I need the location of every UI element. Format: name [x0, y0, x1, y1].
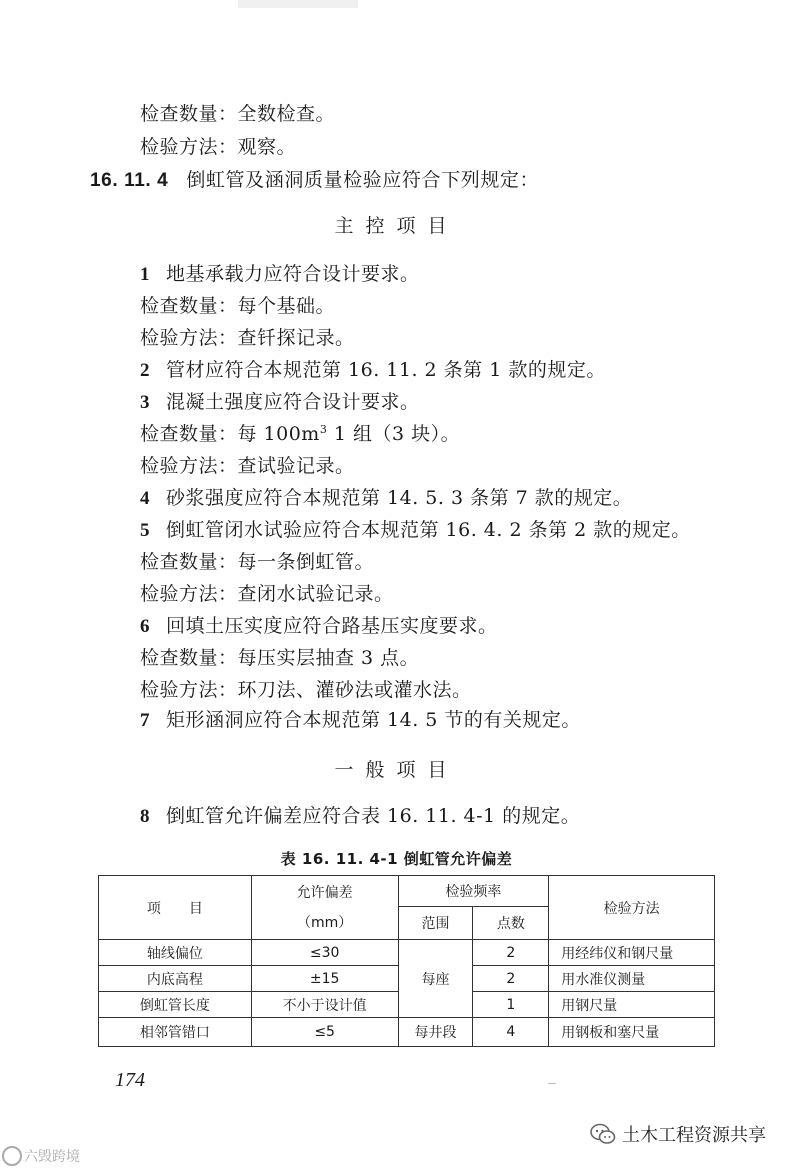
- cell-tolerance: ±15: [251, 966, 398, 992]
- watermark-right-text: 土木工程资源共享: [622, 1125, 766, 1146]
- item-number: 2: [140, 360, 150, 381]
- item-7: [140, 708, 581, 733]
- header-range: 范围: [398, 907, 473, 940]
- header-frequency: 检验频率: [398, 876, 549, 907]
- item-text: 砂浆强度应符合本规范第 14. 5. 3 条第 7 款的规定。: [166, 487, 633, 509]
- cell-points: 2: [473, 966, 549, 992]
- header-tolerance: [251, 876, 398, 940]
- item-number: 3: [140, 392, 150, 413]
- item-number: 8: [140, 806, 150, 827]
- table-caption: 表 16. 11. 4-1 倒虹管允许偏差: [280, 850, 513, 868]
- quantity-text-tail: 1 组（3 块）。: [327, 423, 461, 445]
- header-points: 点数: [473, 907, 549, 940]
- item-5-quantity: 检查数量：每一条倒虹管。: [140, 551, 375, 573]
- general-items-title: 一般项目: [334, 759, 459, 781]
- item-1-method: 检验方法：查钎探记录。: [140, 327, 355, 349]
- cell-item: 内底高程: [99, 966, 252, 992]
- watermark-circle-icon: [2, 1146, 22, 1166]
- cell-points: 4: [473, 1018, 549, 1047]
- page-number: 174: [115, 1069, 145, 1091]
- item-6: [140, 614, 498, 639]
- item-6-quantity: 检查数量：每压实层抽查 3 点。: [140, 647, 420, 669]
- cell-tolerance: 不小于设计值: [251, 992, 398, 1018]
- item-3: [140, 390, 420, 415]
- quantity-text: 检查数量：每 100m: [140, 423, 320, 445]
- scan-mark: [548, 1083, 556, 1084]
- cell-method: 用钢板和塞尺量: [549, 1018, 715, 1047]
- cell-item: 倒虹管长度: [99, 992, 252, 1018]
- watermark-left: [2, 1146, 80, 1166]
- item-2: [140, 358, 606, 383]
- item-text: 倒虹管闭水试验应符合本规范第 16. 4. 2 条第 2 款的规定。: [166, 519, 691, 541]
- item-5: [140, 518, 691, 543]
- item-number: 7: [140, 710, 150, 731]
- clause-number: 16. 11. 4: [90, 170, 169, 191]
- inspection-method-line: 检验方法：观察。: [140, 136, 297, 158]
- item-4: [140, 486, 632, 511]
- item-text: 矩形涵洞应符合本规范第 14. 5 节的有关规定。: [166, 709, 581, 731]
- item-number: 1: [140, 264, 150, 285]
- item-text: 混凝土强度应符合设计要求。: [166, 391, 420, 413]
- item-6-method: 检验方法：环刀法、灌砂法或灌水法。: [140, 679, 472, 701]
- header-method: 检验方法: [549, 876, 715, 940]
- cell-method: 用钢尺量: [549, 992, 715, 1018]
- item-3-quantity: [140, 422, 460, 446]
- item-text: 管材应符合本规范第 16. 11. 2 条第 1 款的规定。: [166, 359, 606, 381]
- clause-heading: [90, 168, 539, 193]
- header-item: 项 目: [99, 876, 252, 940]
- cell-range: 每井段: [398, 1018, 473, 1047]
- header-tolerance-unit: （mm）: [297, 914, 353, 931]
- cell-tolerance: ≤5: [251, 1018, 398, 1047]
- cubic-superscript: 3: [319, 423, 328, 436]
- clause-text: 倒虹管及涵洞质量检验应符合下列规定：: [186, 169, 540, 191]
- wechat-icon: [590, 1123, 616, 1145]
- main-control-title: 主控项目: [334, 215, 459, 237]
- cell-points: 1: [473, 992, 549, 1018]
- cell-range-merged: 每座: [398, 940, 473, 1018]
- inspection-quantity-line: 检查数量：全数检查。: [140, 103, 336, 125]
- cell-method: 用经纬仪和钢尺量: [549, 940, 715, 966]
- item-3-method: 检验方法：查试验记录。: [140, 455, 355, 477]
- table-row: [99, 1018, 715, 1047]
- item-1: [140, 262, 420, 287]
- cell-method: 用水准仪测量: [549, 966, 715, 992]
- scan-shadow: [238, 0, 358, 8]
- item-text: 地基承载力应符合设计要求。: [166, 263, 420, 285]
- item-8: [140, 804, 580, 829]
- cell-points: 2: [473, 940, 549, 966]
- item-text: 倒虹管允许偏差应符合表 16. 11. 4-1 的规定。: [166, 805, 581, 827]
- item-1-quantity: 检查数量：每个基础。: [140, 295, 336, 317]
- cell-item: 轴线偏位: [99, 940, 252, 966]
- cell-item: 相邻管错口: [99, 1018, 252, 1047]
- table-row: [99, 940, 715, 966]
- deviation-table: [98, 875, 715, 1047]
- item-text: 回填土压实度应符合路基压实度要求。: [166, 615, 498, 637]
- item-5-method: 检验方法：查闭水试验记录。: [140, 583, 394, 605]
- watermark-left-text: 六毁跨境: [24, 1149, 80, 1165]
- item-number: 4: [140, 488, 150, 509]
- item-number: 5: [140, 520, 150, 541]
- watermark-right: [590, 1121, 766, 1147]
- item-number: 6: [140, 616, 150, 637]
- header-tolerance-label: 允许偏差: [296, 884, 353, 901]
- cell-tolerance: ≤30: [251, 940, 398, 966]
